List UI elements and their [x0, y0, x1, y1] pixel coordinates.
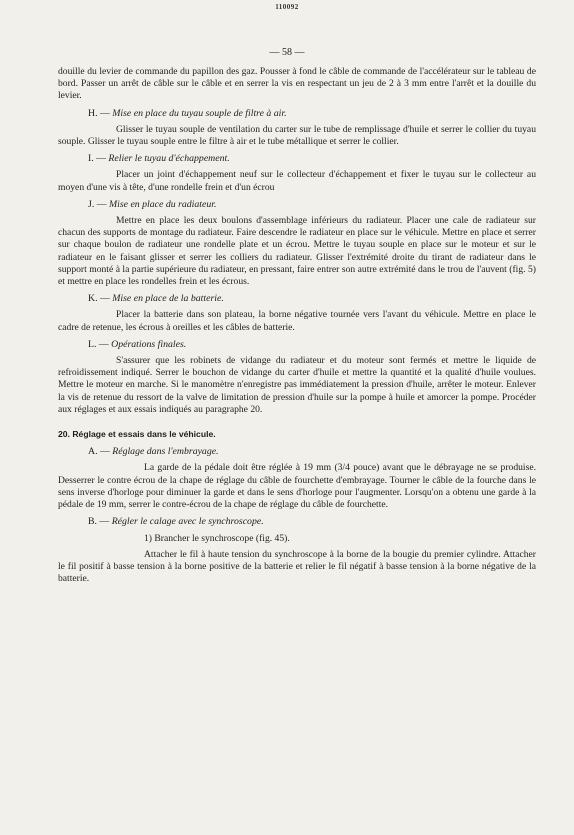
heading-j	[58, 199, 536, 211]
paragraph-20a: La garde de la pédale doit être réglée à 19 mm (3/4 pouce) avant que le débrayage ne se produise. Desserrer le contre écrou de la chape de réglage du câble de fourchette d'embrayage. Tourner le câble de la fourche dans le sens inverse d'horloge pour diminuer la garde et dans le sens d'horloge pour l'augmenter. Lorsqu'on a obtenu une garde à la pédale de 19 mm, serrer le contre-écrou de la chape de réglage du câble de fourchette.	[58, 462, 536, 511]
paragraph-h: Glisser le tuyau souple de ventilation du carter sur le tube de remplissage d'huile et serrer le collier du tuyau souple. Glisser le tuyau souple entre le filtre à air et le tube métallique et serrer le collier.	[58, 123, 536, 148]
heading-h-title: Mise en place du tuyau souple de filtre à air.	[112, 107, 287, 119]
paragraph-i: Placer un joint d'échappement neuf sur le collecteur d'échappement et fixer le tuyau sur le collecteur au moyen d'une vis à tête, d'une rondelle frein et d'un écrou	[58, 169, 536, 193]
heading-k	[58, 293, 536, 305]
heading-k-letter: K. —	[88, 293, 110, 305]
paragraph-20b: Attacher le fil à haute tension du synchroscope à la borne de la bougie du premier cylindre. Attacher le fil positif à basse tension à la borne positive de la batterie et relier le fil négatif à basse tension à la borne négative de la batterie.	[58, 548, 536, 585]
page-number: — 58 —	[269, 47, 305, 58]
paragraph-j: Mettre en place les deux boulons d'assemblage inférieurs du radiateur. Placer une cale de radiateur sur chacun des supports de montage du radiateur. Faire descendre le radiateur en place sur le véhicule. Mettre en place et serrer sur chaque boulon de radiateur une rondelle plate et un écrou. Mettre le tuyau souple en place sur le moteur et sur le radiateur en le faisant glisser et serrer les colliers du radiateur. Glisser l'extrémité droite du tirant de radiateur dans le support monté à la partie supérieure du radiateur, en pressant, faire entrer son autre extrémité dans le trou de l'auvent (fig. 5) et mettre en place les rondelles frein et les écrous.	[58, 215, 536, 288]
paragraph-l: S'assurer que les robinets de vidange du radiateur et du moteur sont fermés et mettre le liquide de refroidissement indiqué. Serrer le bouchon de vidange du carter d'huile et mettre la quantité et la qualité d'huile voulues. Mettre le moteur en marche. Si le manomètre n'enregistre pas immédiatement la pression d'huile, arrêter le moteur. Enlever la vis de retenue du ressort de la valve de limitation de pression d'huile sur la pompe à huile et amorcer la pompe. Procéder aux réglages et aux essais indiqués au paragraphe 20.	[58, 355, 536, 415]
heading-i-title: Relier le tuyau d'échappement.	[108, 153, 230, 165]
paragraph-k: Placer la batterie dans son plateau, la borne négative tournée vers l'avant du véhicule. Mettre en place le cadre de retenue, les écrous à oreilles et les câbles de batterie.	[58, 309, 536, 333]
heading-k-title: Mise en place de la batterie.	[112, 293, 224, 305]
heading-l-letter: L. —	[88, 338, 109, 350]
step-1: 1) Brancher le synchroscope (fig. 45).	[144, 532, 290, 544]
heading-20a-title: Réglage dans l'embrayage.	[112, 446, 219, 458]
heading-j-letter: J. —	[88, 198, 107, 210]
intro-paragraph: douille du levier de commande du papillon des gaz. Pousser à fond le câble de commande de l'accélérateur sur le tableau de bord. Passer un arrêt de câble sur le câble et en serrer la vis en respectant un jeu de 2 à 3 mm entre l'arrêt et la douille du levier.	[58, 66, 536, 102]
section-20-title: 20. Réglage et essais dans le véhicule.	[58, 429, 216, 440]
heading-l-title: Opérations finales.	[111, 338, 187, 350]
heading-h	[58, 108, 536, 120]
heading-j-title: Mise en place du radiateur.	[108, 198, 217, 210]
heading-20a-letter: A. —	[88, 446, 110, 458]
heading-l	[58, 339, 536, 351]
heading-i	[58, 153, 536, 165]
heading-20b	[58, 516, 536, 528]
heading-h-letter: H. —	[88, 107, 110, 119]
heading-i-letter: I. —	[88, 153, 106, 165]
heading-20b-title: Régler le calage avec le synchroscope.	[111, 516, 264, 528]
heading-20b-letter: B. —	[88, 516, 110, 528]
page-content	[58, 66, 536, 585]
document-reference: 110092	[275, 3, 299, 11]
heading-20a	[58, 446, 536, 458]
